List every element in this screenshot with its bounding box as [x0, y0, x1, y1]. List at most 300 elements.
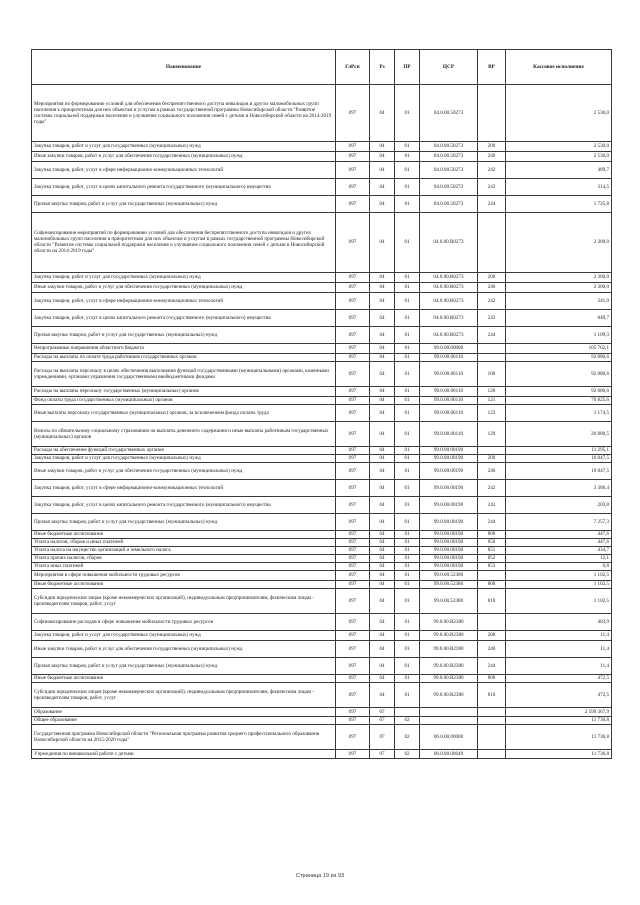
row-csr: 99.0.00.00110 — [420, 404, 478, 421]
row-csr: 99.0.00.00110 — [420, 396, 478, 404]
row-vr — [478, 212, 506, 272]
row-pr: 01 — [395, 282, 420, 292]
row-glrsp: 097 — [336, 421, 370, 446]
row-pr: 01 — [395, 292, 420, 309]
row-rz: 04 — [370, 546, 395, 554]
row-glrsp: 097 — [336, 716, 370, 724]
row-amount: 1 725,8 — [506, 195, 612, 212]
row-vr: 850 — [478, 538, 506, 546]
row-name: Закупка товаров, работ и услуг для государственных (муниципальных) нужд — [32, 630, 336, 640]
row-rz: 04 — [370, 446, 395, 454]
table-row — [32, 613, 612, 630]
row-pr: 01 — [395, 195, 420, 212]
row-amount: 92 880,6 — [506, 361, 612, 386]
table-row — [32, 640, 612, 657]
row-pr: 01 — [395, 613, 420, 630]
table-row — [32, 161, 612, 178]
row-pr: 01 — [395, 562, 420, 570]
row-name: Субсидии юридическим лицам (кроме некоммерческих организаций), индивидуальным предпринимателям, физическим лицам - производителям товаров, работ, услуг — [32, 588, 336, 613]
row-vr — [478, 343, 506, 353]
row-rz: 04 — [370, 496, 395, 513]
row-rz: 04 — [370, 554, 395, 562]
row-vr — [478, 613, 506, 630]
row-csr: 99.0.00.R2380 — [420, 613, 478, 630]
row-vr: 800 — [478, 530, 506, 538]
row-amount: 483,9 — [506, 613, 612, 630]
row-pr: 01 — [395, 161, 420, 178]
row-name: Уплата иных платежей — [32, 562, 336, 570]
row-pr: 02 — [395, 724, 420, 749]
row-rz: 04 — [370, 479, 395, 496]
row-vr: 242 — [478, 161, 506, 178]
row-csr: 99.0.00.52380 — [420, 588, 478, 613]
row-csr: 04.0.00.R0273 — [420, 292, 478, 309]
table-row — [32, 479, 612, 496]
page-number: Страница 19 из 93 — [295, 873, 345, 879]
row-amount: 70 825,6 — [506, 396, 612, 404]
table-row — [32, 674, 612, 682]
row-pr: 01 — [395, 404, 420, 421]
row-csr: 04.0.00.R0273 — [420, 272, 478, 282]
row-pr: 01 — [395, 570, 420, 580]
row-rz: 04 — [370, 462, 395, 479]
row-glrsp: 097 — [336, 588, 370, 613]
row-amount: 1 102,5 — [506, 580, 612, 588]
row-glrsp: 097 — [336, 141, 370, 151]
table-row — [32, 141, 612, 151]
row-rz: 04 — [370, 386, 395, 396]
row-vr: 122 — [478, 404, 506, 421]
row-amount: 2 530,0 — [506, 141, 612, 151]
table-row — [32, 272, 612, 282]
table-row — [32, 178, 612, 195]
row-csr: 06.0.00.00640 — [420, 749, 478, 758]
row-pr: 01 — [395, 630, 420, 640]
row-name: Расходы на выплаты по оплате труда работников государственных органов — [32, 353, 336, 361]
row-amount: 314,5 — [506, 178, 612, 195]
row-vr: 851 — [478, 546, 506, 554]
header-name: Наименование — [32, 50, 336, 85]
budget-execution-table — [31, 49, 612, 759]
row-pr: 01 — [395, 496, 420, 513]
row-amount: 341,0 — [506, 292, 612, 309]
table-row — [32, 530, 612, 538]
header-rz: Рз — [370, 50, 395, 85]
header-vr: ВР — [478, 50, 506, 85]
row-amount: 7 257,3 — [506, 513, 612, 530]
row-vr: 240 — [478, 640, 506, 657]
row-name: Закупка товаров, работ и услуг для государственных (муниципальных) нужд — [32, 141, 336, 151]
row-vr — [478, 446, 506, 454]
row-vr — [478, 353, 506, 361]
row-vr: 242 — [478, 479, 506, 496]
row-glrsp: 097 — [336, 724, 370, 749]
row-amount: 10 847,5 — [506, 454, 612, 462]
row-amount: 2 300,0 — [506, 282, 612, 292]
row-name: Прочая закупка товаров, работ и услуг для государственных (муниципальных) нужд — [32, 195, 336, 212]
row-pr: 01 — [395, 361, 420, 386]
row-pr: 01 — [395, 538, 420, 546]
table-row — [32, 421, 612, 446]
row-pr: 01 — [395, 178, 420, 195]
row-amount: 11 736,8 — [506, 716, 612, 724]
row-csr: 06.0.00.00000 — [420, 724, 478, 749]
row-csr: 99.0.00.00190 — [420, 479, 478, 496]
row-csr: 99.0.00.R2380 — [420, 674, 478, 682]
row-name: Прочая закупка товаров, работ и услуг для государственных (муниципальных) нужд — [32, 326, 336, 343]
row-csr: 99.0.00.00190 — [420, 554, 478, 562]
row-csr: 99.0.00.R2380 — [420, 630, 478, 640]
table-row — [32, 212, 612, 272]
row-rz: 04 — [370, 588, 395, 613]
table-row — [32, 454, 612, 462]
table-row — [32, 554, 612, 562]
table-row — [32, 707, 612, 716]
row-rz: 04 — [370, 570, 395, 580]
row-pr: 01 — [395, 682, 420, 707]
row-pr: 01 — [395, 141, 420, 151]
table-row — [32, 682, 612, 707]
row-name: Расходы на выплаты персоналу государственных (муниципальных) органов — [32, 386, 336, 396]
row-pr: 01 — [395, 84, 420, 141]
table-row — [32, 749, 612, 758]
row-name: Государственная программа Новосибирской области "Региональная программа развития среднего профессионального образования Новосибирской области на 2015-2020 годы" — [32, 724, 336, 749]
row-pr: 01 — [395, 546, 420, 554]
row-amount: 12,1 — [506, 554, 612, 562]
row-name: Взносы по обязательному социальному страхованию на выплаты денежного содержания и иные выплаты работникам государственных (муниципальных) органов — [32, 421, 336, 446]
table-row — [32, 353, 612, 361]
table-row — [32, 657, 612, 674]
row-amount: 472,5 — [506, 674, 612, 682]
row-rz: 04 — [370, 530, 395, 538]
row-amount: 92 880,6 — [506, 353, 612, 361]
row-rz: 04 — [370, 454, 395, 462]
table-row — [32, 292, 612, 309]
row-name: Иные бюджетные ассигнования — [32, 530, 336, 538]
row-csr: 99.0.00.00110 — [420, 361, 478, 386]
row-pr — [395, 707, 420, 716]
row-name: Образование — [32, 707, 336, 716]
row-name: Закупка товаров, работ, услуг в целях капитального ремонта государственного (муниципального) имущества — [32, 178, 336, 195]
row-name: Иные выплаты персоналу государственных (муниципальных) органов, за исключением фонда оплаты труда — [32, 404, 336, 421]
row-name: Прочая закупка товаров, работ и услуг для государственных (муниципальных) нужд — [32, 513, 336, 530]
row-glrsp: 097 — [336, 309, 370, 326]
row-name: Закупка товаров, работ, услуг в целях капитального ремонта государственного (муниципального) имущества — [32, 496, 336, 513]
row-csr: 99.0.00.00190 — [420, 562, 478, 570]
row-amount: 92 880,6 — [506, 386, 612, 396]
row-name: Уплата налогов, сборов и иных платежей — [32, 538, 336, 546]
header-glrsp: ГлРсп — [336, 50, 370, 85]
row-rz: 04 — [370, 613, 395, 630]
row-rz: 07 — [370, 749, 395, 758]
row-rz: 04 — [370, 421, 395, 446]
row-glrsp: 097 — [336, 546, 370, 554]
row-vr: 200 — [478, 630, 506, 640]
row-vr: 200 — [478, 141, 506, 151]
row-name: Расходы на выплаты персоналу в целях обеспечения выполнения функций государственными (муниципальными) органами, казенными учреждениями, органами управления государственными внебюджетными фондами — [32, 361, 336, 386]
row-amount: 489,7 — [506, 161, 612, 178]
row-rz: 04 — [370, 343, 395, 353]
row-glrsp: 097 — [336, 446, 370, 454]
row-pr: 01 — [395, 657, 420, 674]
row-glrsp: 097 — [336, 630, 370, 640]
row-amount: 2 530,0 — [506, 151, 612, 161]
table-row — [32, 84, 612, 141]
row-amount: 2 599 367,9 — [506, 707, 612, 716]
row-rz: 04 — [370, 396, 395, 404]
row-glrsp: 097 — [336, 538, 370, 546]
row-csr: 99.0.00.52380 — [420, 570, 478, 580]
row-csr: 04.0.00.50273 — [420, 178, 478, 195]
row-vr — [478, 707, 506, 716]
row-vr: 121 — [478, 396, 506, 404]
table-row — [32, 724, 612, 749]
table-row — [32, 309, 612, 326]
row-glrsp: 097 — [336, 151, 370, 161]
table-row — [32, 562, 612, 570]
row-name: Иные бюджетные ассигнования — [32, 674, 336, 682]
row-csr: 99.0.00.00190 — [420, 496, 478, 513]
row-rz: 04 — [370, 640, 395, 657]
row-csr: 04.0.00.50273 — [420, 84, 478, 141]
row-pr: 01 — [395, 462, 420, 479]
table-row — [32, 361, 612, 386]
table-row — [32, 513, 612, 530]
row-pr: 01 — [395, 151, 420, 161]
row-glrsp: 097 — [336, 272, 370, 282]
row-name: Уплата прочих налогов, сборов — [32, 554, 336, 562]
row-amount: 434,7 — [506, 546, 612, 554]
table-row — [32, 546, 612, 554]
row-glrsp: 097 — [336, 361, 370, 386]
row-amount: 203,8 — [506, 496, 612, 513]
row-name: Мероприятия по формированию условий для обеспечения беспрепятственного доступа инвалидов и других маломобильных групп населения к приоритетным для них объектам и услугам в рамках государственной программы Новосибирской области "Развитие системы социальной поддержки населения и улучшение социального положения семей с детьми в Новосибирской области на 2014-2019 годы" — [32, 84, 336, 141]
row-amount: 3 386,4 — [506, 479, 612, 496]
row-pr: 01 — [395, 421, 420, 446]
row-amount: 472,5 — [506, 682, 612, 707]
table-row — [32, 496, 612, 513]
row-glrsp: 097 — [336, 178, 370, 195]
row-rz: 04 — [370, 272, 395, 282]
row-csr: 99.0.00.00190 — [420, 530, 478, 538]
row-amount: 11,4 — [506, 640, 612, 657]
row-pr: 01 — [395, 580, 420, 588]
header-pr: ПР — [395, 50, 420, 85]
row-glrsp: 097 — [336, 613, 370, 630]
header-csr: ЦСР — [420, 50, 478, 85]
row-glrsp: 097 — [336, 496, 370, 513]
row-name: Иные закупки товаров, работ и услуг для обеспечения государственных (муниципальных) нужд — [32, 462, 336, 479]
row-vr: 853 — [478, 562, 506, 570]
table-header-row — [32, 50, 612, 85]
row-pr: 02 — [395, 716, 420, 724]
row-rz: 04 — [370, 212, 395, 272]
row-pr: 01 — [395, 396, 420, 404]
row-csr: 99.0.00.00190 — [420, 538, 478, 546]
row-vr: 243 — [478, 496, 506, 513]
row-amount: 11,4 — [506, 630, 612, 640]
row-glrsp: 097 — [336, 343, 370, 353]
row-vr: 200 — [478, 454, 506, 462]
row-pr: 01 — [395, 588, 420, 613]
row-vr — [478, 716, 506, 724]
row-glrsp: 097 — [336, 161, 370, 178]
row-vr — [478, 84, 506, 141]
row-rz: 04 — [370, 361, 395, 386]
row-pr: 01 — [395, 343, 420, 353]
row-pr: 02 — [395, 749, 420, 758]
row-csr: 04.0.00.50273 — [420, 141, 478, 151]
row-amount: 10 847,5 — [506, 462, 612, 479]
row-amount: 11,4 — [506, 657, 612, 674]
row-name: Закупка товаров, работ и услуг для государственных (муниципальных) нужд — [32, 454, 336, 462]
row-rz: 04 — [370, 657, 395, 674]
row-vr: 240 — [478, 462, 506, 479]
row-glrsp: 097 — [336, 562, 370, 570]
row-rz: 04 — [370, 195, 395, 212]
table-row — [32, 716, 612, 724]
row-rz: 04 — [370, 178, 395, 195]
row-csr: 99.0.00.R2380 — [420, 640, 478, 657]
row-glrsp: 097 — [336, 386, 370, 396]
row-name: Софинансирование расходов в сфере повышения мобильности трудовых ресурсов — [32, 613, 336, 630]
row-rz: 04 — [370, 630, 395, 640]
row-rz: 04 — [370, 151, 395, 161]
row-csr: 04.0.00.50273 — [420, 195, 478, 212]
row-name: Софинансирование мероприятий по формированию условий для обеспечения беспрепятственного доступа инвалидов и других маломобильных групп населения в приоритетным для них объектам и услугам в рамках государственной программы Новосибирской области "Развитие системы социальной поддержки населения и улучшение социального положения семей с детьми в Новосибирской области на 2014-2019 годы" — [32, 212, 336, 272]
row-glrsp: 097 — [336, 640, 370, 657]
row-vr: 852 — [478, 554, 506, 562]
row-rz: 04 — [370, 292, 395, 309]
row-pr: 01 — [395, 272, 420, 282]
row-vr: 120 — [478, 386, 506, 396]
row-amount: 1 102,5 — [506, 588, 612, 613]
row-glrsp: 097 — [336, 707, 370, 716]
table-row — [32, 396, 612, 404]
row-name: Закупка товаров, работ, услуг в сфере информационно-коммуникационных технологий — [32, 479, 336, 496]
table-body — [32, 84, 612, 758]
row-name: Закупка товаров, работ, услуг в целях капитального ремонта государственного (муниципального) имущества — [32, 309, 336, 326]
row-glrsp: 097 — [336, 353, 370, 361]
row-glrsp: 097 — [336, 454, 370, 462]
row-glrsp: 097 — [336, 657, 370, 674]
row-vr: 800 — [478, 580, 506, 588]
row-csr: 04.0.00.50273 — [420, 151, 478, 161]
table-row — [32, 580, 612, 588]
document-page — [31, 49, 611, 759]
row-vr: 240 — [478, 151, 506, 161]
row-glrsp: 097 — [336, 292, 370, 309]
table-row — [32, 343, 612, 353]
row-glrsp: 097 — [336, 554, 370, 562]
row-name: Прочая закупка товаров, работ и услуг для государственных (муниципальных) нужд — [32, 657, 336, 674]
row-rz: 04 — [370, 538, 395, 546]
row-rz: 04 — [370, 682, 395, 707]
row-vr: 244 — [478, 657, 506, 674]
row-vr: 244 — [478, 513, 506, 530]
row-csr: 99.0.00.00190 — [420, 513, 478, 530]
row-vr: 810 — [478, 682, 506, 707]
row-vr — [478, 749, 506, 758]
row-rz: 04 — [370, 562, 395, 570]
row-glrsp: 097 — [336, 479, 370, 496]
row-vr: 200 — [478, 272, 506, 282]
row-csr: 99.0.00.00110 — [420, 421, 478, 446]
row-name: Иные закупки товаров, работ и услуг для обеспечения государственных (муниципальных) нужд — [32, 151, 336, 161]
row-amount: 447,6 — [506, 538, 612, 546]
row-pr: 01 — [395, 446, 420, 454]
row-csr: 04.0.00.R0273 — [420, 309, 478, 326]
row-csr: 04.0.00.50273 — [420, 161, 478, 178]
table-row — [32, 282, 612, 292]
row-glrsp: 097 — [336, 580, 370, 588]
row-csr — [420, 707, 478, 716]
row-pr: 01 — [395, 309, 420, 326]
table-row — [32, 446, 612, 454]
row-name: Общее образование — [32, 716, 336, 724]
row-pr: 01 — [395, 386, 420, 396]
table-row — [32, 630, 612, 640]
row-vr: 244 — [478, 195, 506, 212]
row-rz: 04 — [370, 404, 395, 421]
table-row — [32, 588, 612, 613]
row-amount: 20 880,5 — [506, 421, 612, 446]
row-amount: 0,8 — [506, 562, 612, 570]
row-csr: 99.0.00.00190 — [420, 446, 478, 454]
row-csr: 04.0.00.R0273 — [420, 326, 478, 343]
row-name: Уплата налога на имущество организаций и земельного налога — [32, 546, 336, 554]
row-rz: 04 — [370, 84, 395, 141]
row-glrsp: 097 — [336, 404, 370, 421]
row-rz: 04 — [370, 161, 395, 178]
row-name: Иные закупки товаров, работ и услуг для обеспечения государственных (муниципальных) нужд — [32, 282, 336, 292]
table-row — [32, 195, 612, 212]
row-csr: 99.0.00.R2380 — [420, 657, 478, 674]
table-row — [32, 570, 612, 580]
row-vr — [478, 570, 506, 580]
row-glrsp: 097 — [336, 282, 370, 292]
row-name: Закупка товаров, работ, услуг в сфере информационно-коммуникационных технологий — [32, 161, 336, 178]
row-amount: 849,7 — [506, 309, 612, 326]
header-amount: Кассовое исполнение — [506, 50, 612, 85]
table-row — [32, 404, 612, 421]
table-row — [32, 326, 612, 343]
row-vr: 810 — [478, 588, 506, 613]
row-glrsp: 097 — [336, 682, 370, 707]
row-csr: 99.0.00.00000 — [420, 343, 478, 353]
row-csr: 99.0.00.00110 — [420, 386, 478, 396]
row-name: Иные бюджетные ассигнования — [32, 580, 336, 588]
row-pr: 01 — [395, 353, 420, 361]
row-name: Учреждения по внешкольной работе с детьми — [32, 749, 336, 758]
row-glrsp: 097 — [336, 195, 370, 212]
row-amount: 1 102,5 — [506, 570, 612, 580]
row-rz: 04 — [370, 326, 395, 343]
table-row — [32, 151, 612, 161]
row-vr: 240 — [478, 282, 506, 292]
row-vr: 100 — [478, 361, 506, 386]
row-pr: 01 — [395, 674, 420, 682]
table-row — [32, 462, 612, 479]
row-vr — [478, 724, 506, 749]
row-name: Субсидии юридическим лицам (кроме некоммерческих организаций), индивидуальным предпринимателям, физическим лицам - производителям товаров, работ, услуг — [32, 682, 336, 707]
table-row — [32, 386, 612, 396]
row-amount: 447,6 — [506, 530, 612, 538]
row-rz: 07 — [370, 707, 395, 716]
row-vr: 242 — [478, 292, 506, 309]
row-glrsp: 097 — [336, 513, 370, 530]
row-rz: 04 — [370, 580, 395, 588]
